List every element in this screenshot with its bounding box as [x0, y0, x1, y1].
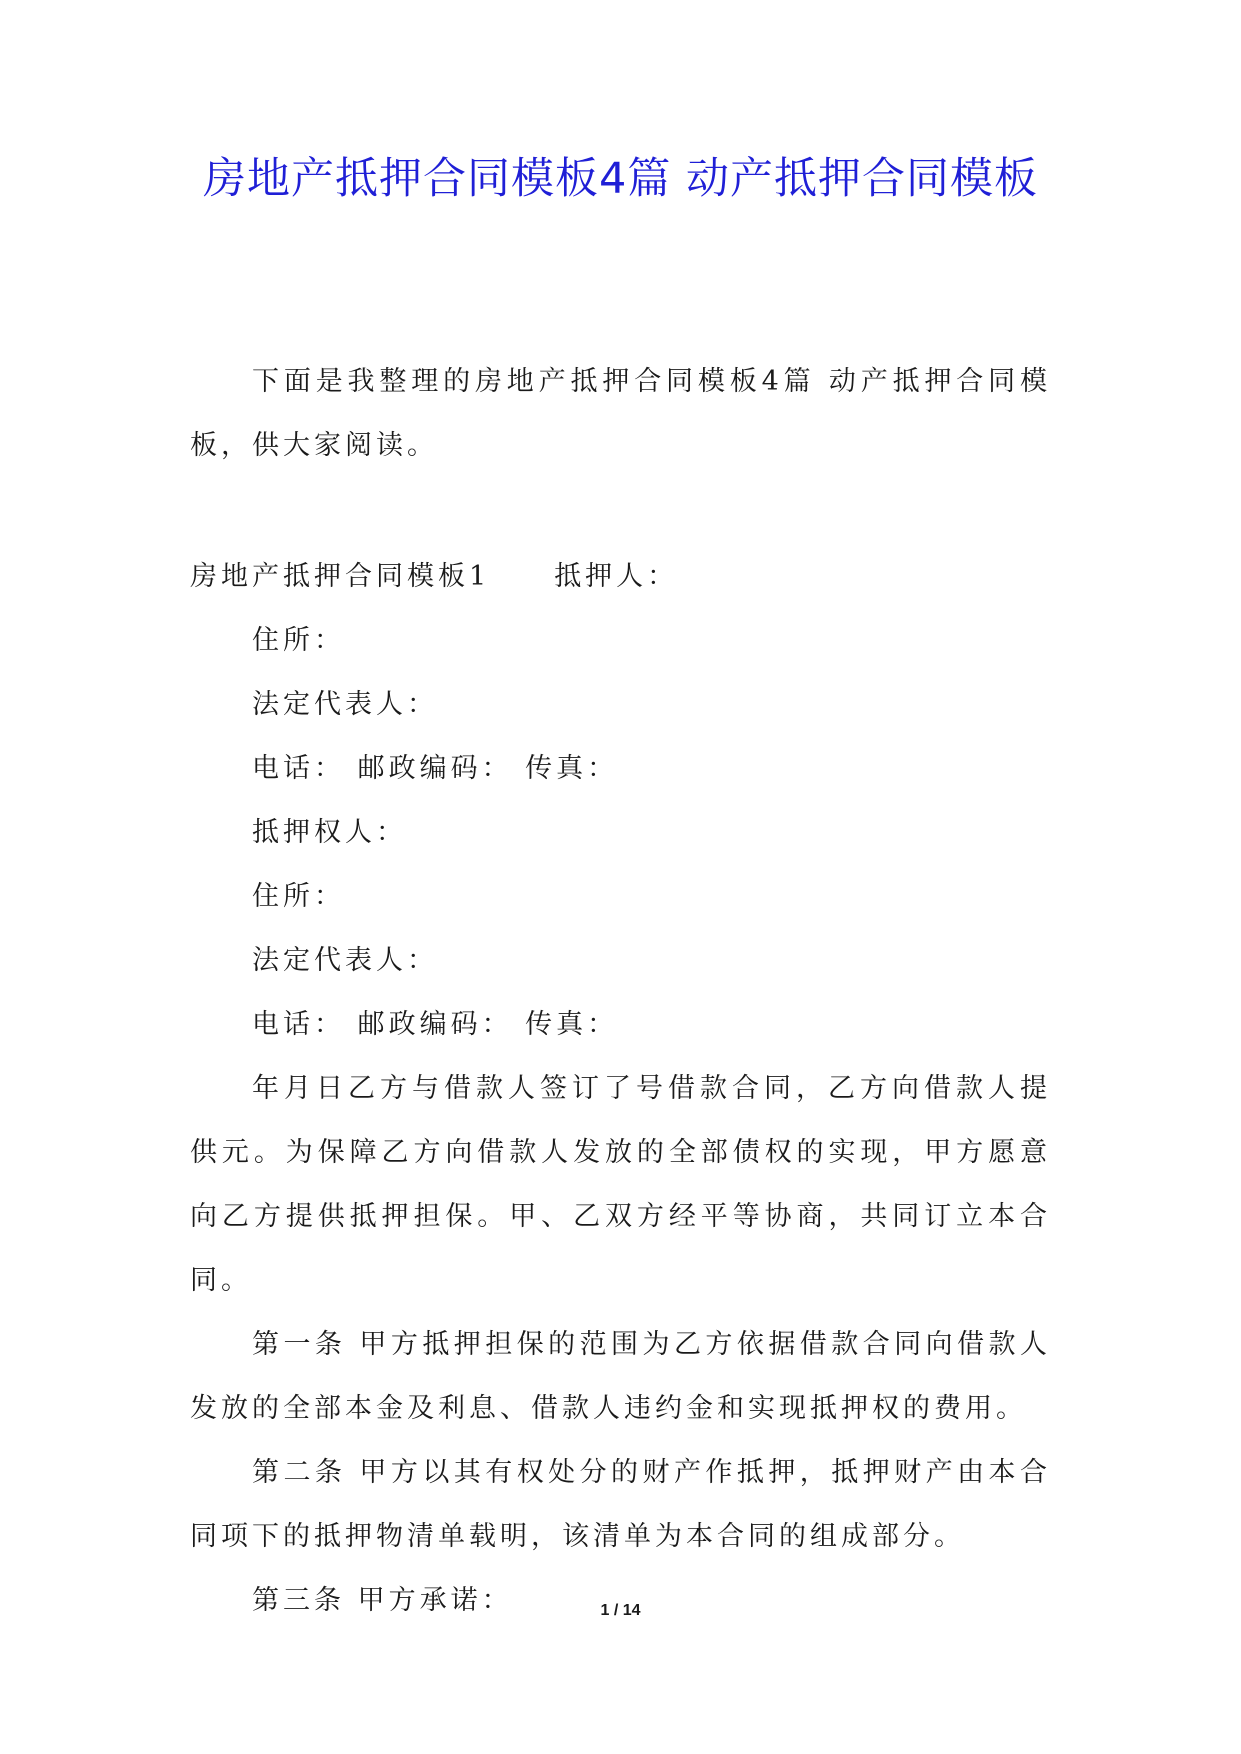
legal-representative-line: 法定代表人：: [252, 689, 438, 720]
intro-paragraph: 下面是我整理的房地产抵押合同模板4篇 动产抵押合同模板，供大家阅读。: [190, 366, 1051, 461]
contract-paragraph: 年月日乙方与借款人签订了号借款合同，乙方向借款人提供元。为保障乙方向借款人发放的全部债权的实现，甲方愿意向乙方提供抵押担保。甲、乙双方经平等协商，共同订立本合同。: [190, 1073, 1051, 1296]
address-line: 住所：: [252, 625, 345, 656]
article-1: 第一条 甲方抵押担保的范围为乙方依据借款合同向借款人发放的全部本金及利息、借款人违约金和实现抵押权的费用。: [190, 1329, 1051, 1424]
address-line: 住所：: [252, 881, 345, 912]
article-2: 第二条 甲方以其有权处分的财产作抵押，抵押财产由本合同项下的抵押物清单载明，该清单为本合同的组成部分。: [190, 1457, 1051, 1552]
contact-line: 电话： 邮政编码： 传真：: [252, 1009, 619, 1040]
document-title: 房地产抵押合同模板4篇 动产抵押合同模板: [202, 154, 1039, 204]
mortgagee-line: 抵押权人：: [252, 817, 407, 848]
contact-line: 电话： 邮政编码： 传真：: [252, 753, 619, 784]
intro-block: [190, 350, 1051, 478]
contract-body: [190, 545, 1051, 1633]
page-number: 1 / 14: [600, 1602, 641, 1619]
section-heading-line: [190, 545, 1051, 609]
legal-representative-line: 法定代表人：: [252, 945, 438, 976]
section-heading: 房地产抵押合同模板1: [190, 561, 491, 592]
mortgagor-label: 抵押人：: [554, 561, 679, 592]
article-3: 第三条 甲方承诺：: [252, 1585, 513, 1616]
